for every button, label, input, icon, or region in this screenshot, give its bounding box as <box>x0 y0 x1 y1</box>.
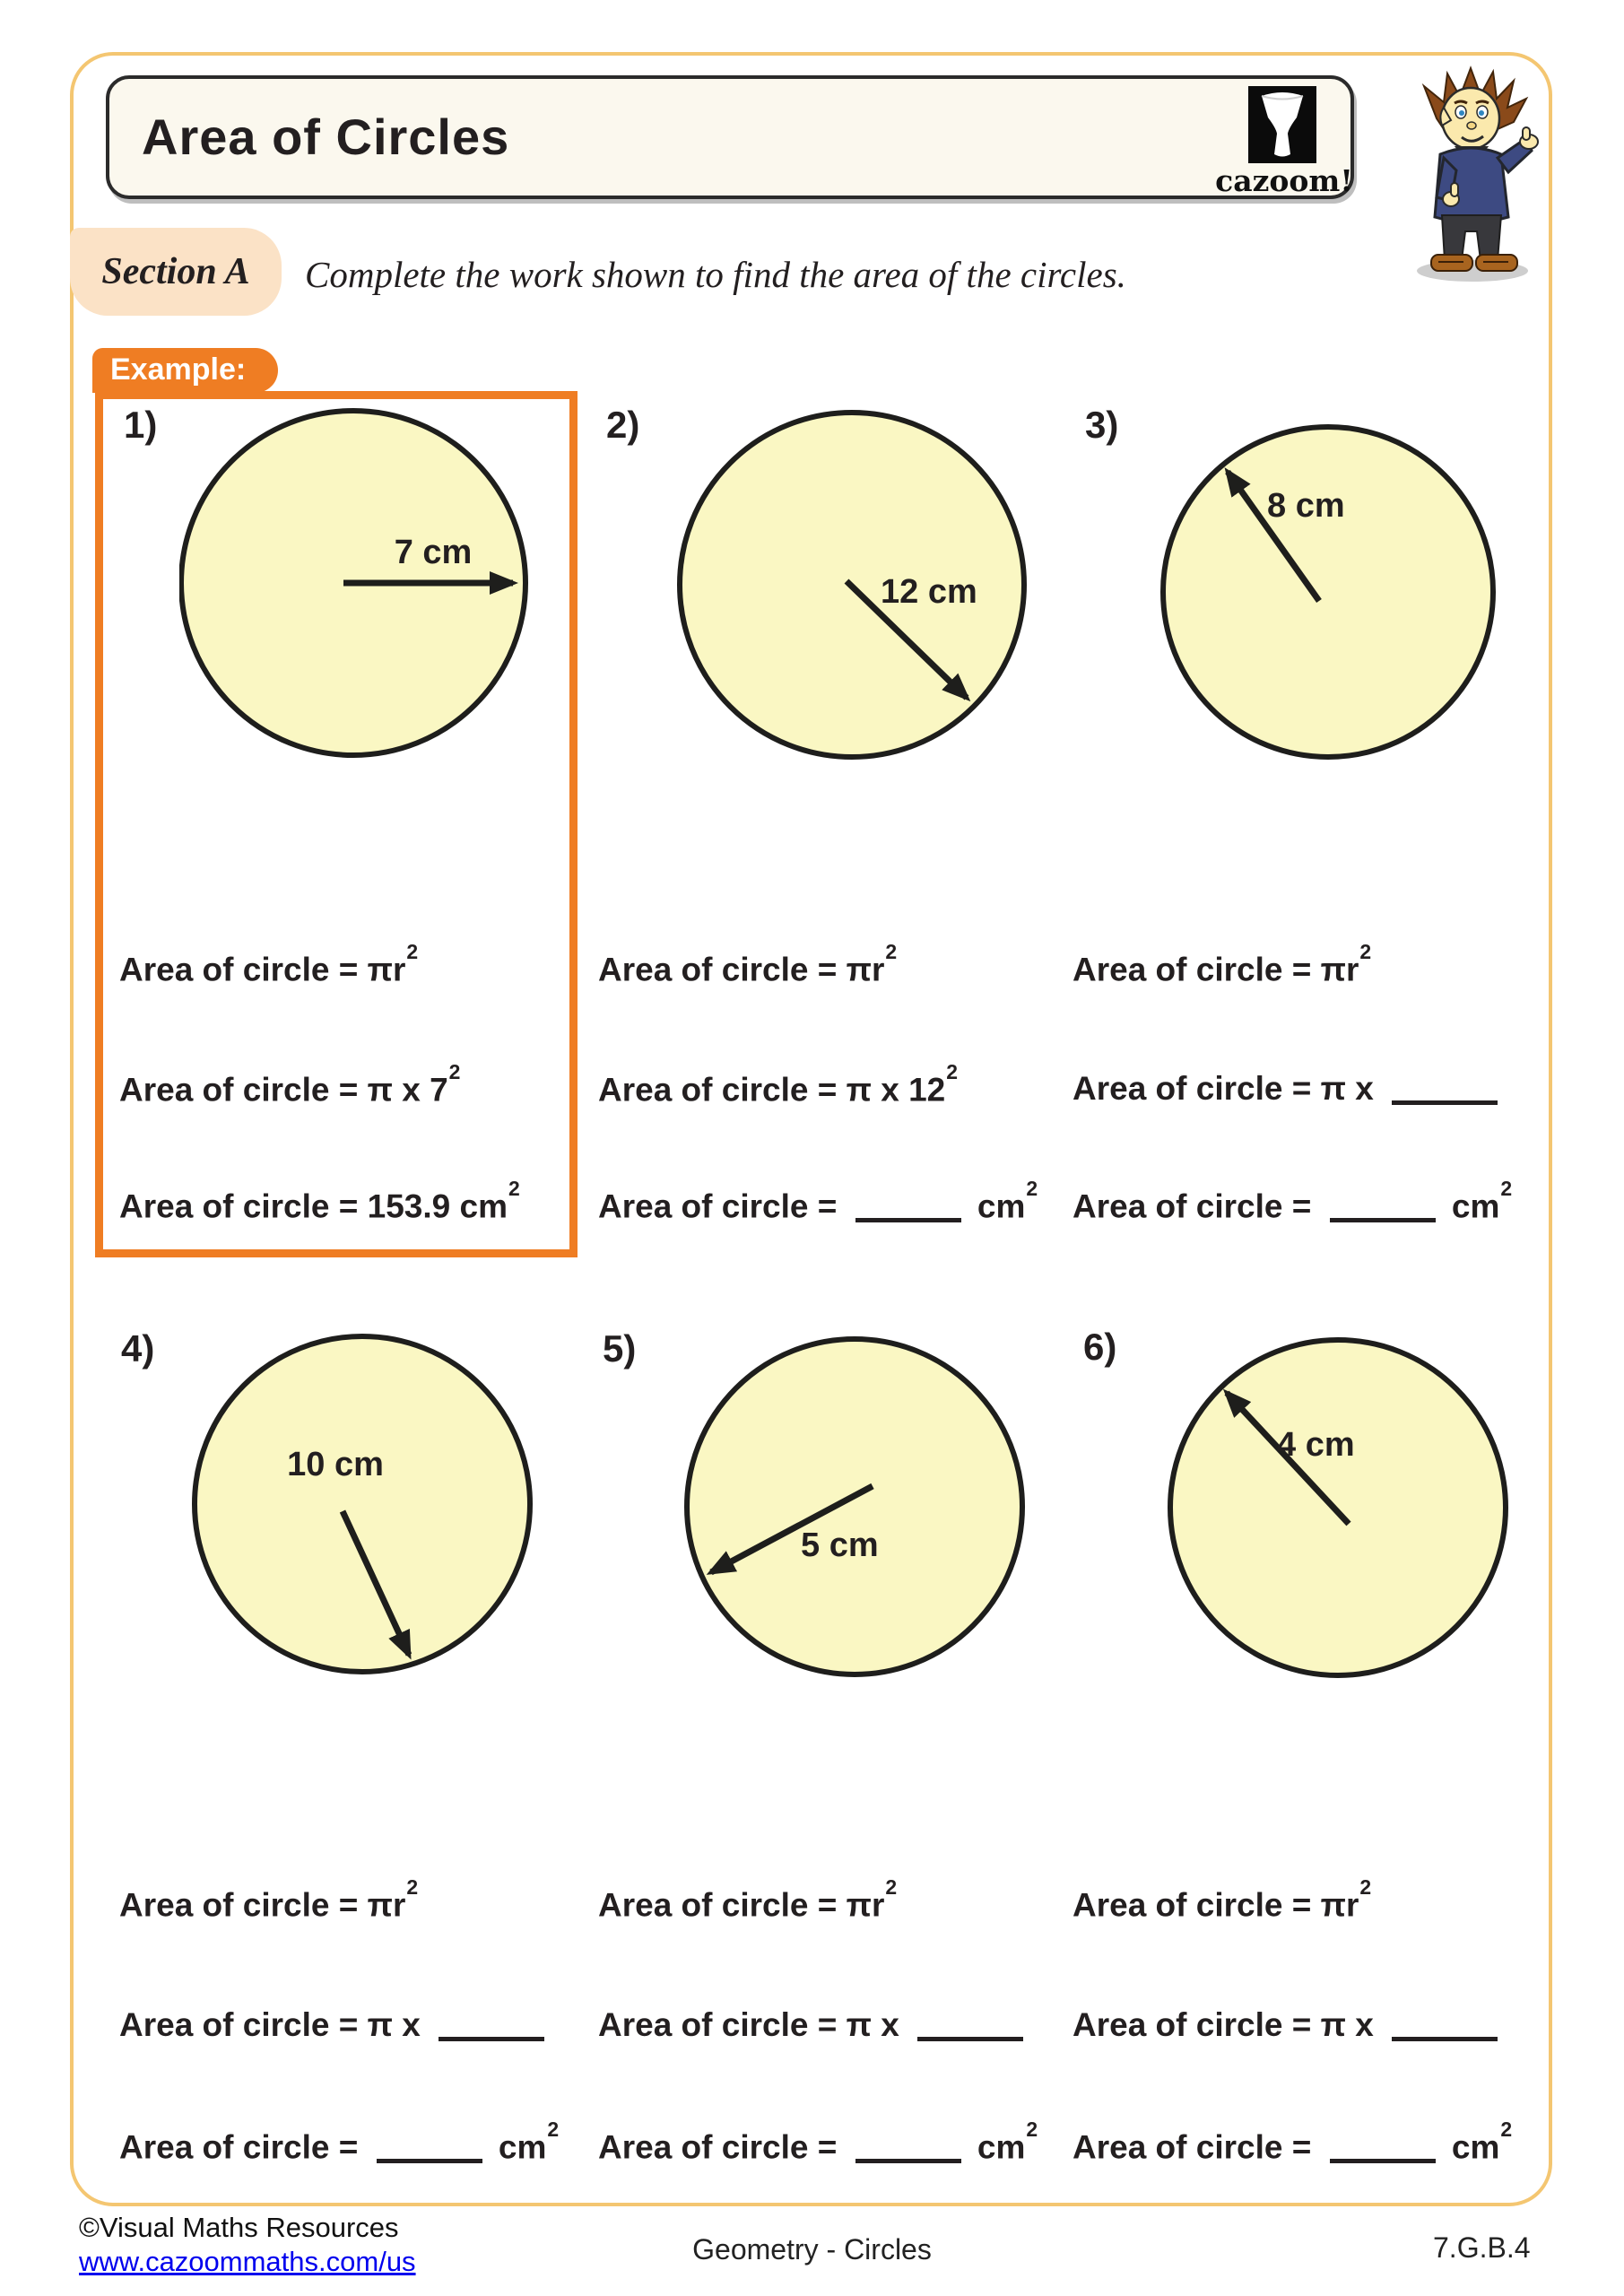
example-label: Example: <box>92 348 278 393</box>
mascot-pants <box>1442 215 1501 260</box>
circle-shape <box>1163 427 1493 757</box>
superscript-2: 2 <box>885 1875 898 1899</box>
formula-line: Area of circle = $cm^2$ <box>598 2118 1038 2166</box>
superscript-2: 2 <box>448 1060 461 1083</box>
superscript-2: 2 <box>547 2118 560 2141</box>
footer-subject: Geometry - Circles <box>692 2233 932 2266</box>
cazoom-logo <box>1248 86 1316 163</box>
circle-figure <box>684 1332 1034 1682</box>
formula-line: Area of circle = $\pi r^2$ <box>119 940 419 988</box>
answer-blank <box>1392 2037 1498 2041</box>
superscript-2: 2 <box>946 1060 959 1083</box>
answer-blank <box>917 2037 1023 2041</box>
formula-line: Area of circle = $\pi r^2$ <box>598 1875 898 1924</box>
question-number: 1) <box>124 404 158 446</box>
radius-label: 7 cm <box>394 534 473 571</box>
formula-line: Area of circle = π x <box>598 2006 1030 2044</box>
circle-shape <box>195 1336 530 1672</box>
formula-line: Area of circle = π x <box>1073 1070 1505 1108</box>
superscript-2: 2 <box>1500 2118 1513 2141</box>
footer-standard-code: 7.G.B.4 <box>1433 2231 1531 2264</box>
radius-label: 10 cm <box>287 1446 384 1483</box>
formula-line: Area of circle = π x <box>119 2006 551 2044</box>
mascot-boy-illustration <box>1392 63 1551 290</box>
superscript-2: 2 <box>508 1177 520 1200</box>
answer-blank <box>855 1218 961 1222</box>
formula-line: Area of circle = $cm^2$ <box>119 2118 560 2166</box>
circle-figure <box>674 405 1033 764</box>
superscript-2: 2 <box>1359 1875 1372 1899</box>
section-label: Section A <box>101 251 250 292</box>
formula-line: Area of circle = $\pi r^2$ <box>1073 1875 1372 1924</box>
formula-line: Area of circle = $cm^2$ <box>1073 2118 1513 2166</box>
formula-line: Area of circle = $cm^2$ <box>598 1177 1038 1225</box>
brand-text: cazoom! <box>1215 163 1353 198</box>
question-number: 4) <box>121 1327 155 1370</box>
page-title: Area of Circles <box>142 109 510 165</box>
superscript-2: 2 <box>406 1875 419 1899</box>
superscript-2: 2 <box>1500 1177 1513 1200</box>
superscript-2: 2 <box>1026 2118 1038 2141</box>
formula-line: Area of circle = $\pi r^2$ <box>1073 940 1372 988</box>
superscript-2: 2 <box>406 940 419 963</box>
formula-line: Area of circle = $\pi r^2$ <box>598 940 898 988</box>
circle-figure <box>1166 1332 1515 1682</box>
answer-blank <box>439 2037 544 2041</box>
circle-figure <box>190 1332 540 1682</box>
radius-label: 4 cm <box>1277 1426 1355 1464</box>
answer-blank <box>855 2159 961 2163</box>
question-number: 6) <box>1083 1326 1117 1368</box>
footer-link[interactable]: www.cazoommaths.com/us <box>79 2246 416 2277</box>
formula-line: Area of circle = $\pi r^2$ <box>119 1875 419 1924</box>
circle-shape <box>687 1339 1022 1674</box>
answer-blank <box>377 2159 482 2163</box>
superscript-2: 2 <box>885 940 898 963</box>
formula-line: Area of circle = π x $7^2$ <box>119 1060 461 1109</box>
radius-label: 12 cm <box>881 573 977 611</box>
answer-blank <box>1330 2159 1436 2163</box>
circle-figure <box>179 405 538 764</box>
footer-copyright: ©Visual Maths Resources <box>79 2212 399 2243</box>
circle-figure <box>1159 420 1500 761</box>
answer-blank <box>1392 1100 1498 1105</box>
formula-line: Area of circle = π x $12^2$ <box>598 1060 959 1109</box>
question-number: 2) <box>606 404 640 446</box>
radius-label: 8 cm <box>1267 487 1345 525</box>
instruction-text: Complete the work shown to find the area of the circles. <box>305 254 1126 295</box>
radius-label: 5 cm <box>801 1526 879 1564</box>
formula-line: Area of circle = 153.9 $cm^2$ <box>119 1177 520 1225</box>
superscript-2: 2 <box>1359 940 1372 963</box>
question-number: 3) <box>1085 404 1119 446</box>
answer-blank <box>1330 1218 1436 1222</box>
formula-line: Area of circle = π x <box>1073 2006 1505 2044</box>
djembe-drum-icon <box>1248 86 1316 163</box>
formula-line: Area of circle = $cm^2$ <box>1073 1177 1513 1225</box>
superscript-2: 2 <box>1026 1177 1038 1200</box>
question-number: 5) <box>603 1327 637 1370</box>
